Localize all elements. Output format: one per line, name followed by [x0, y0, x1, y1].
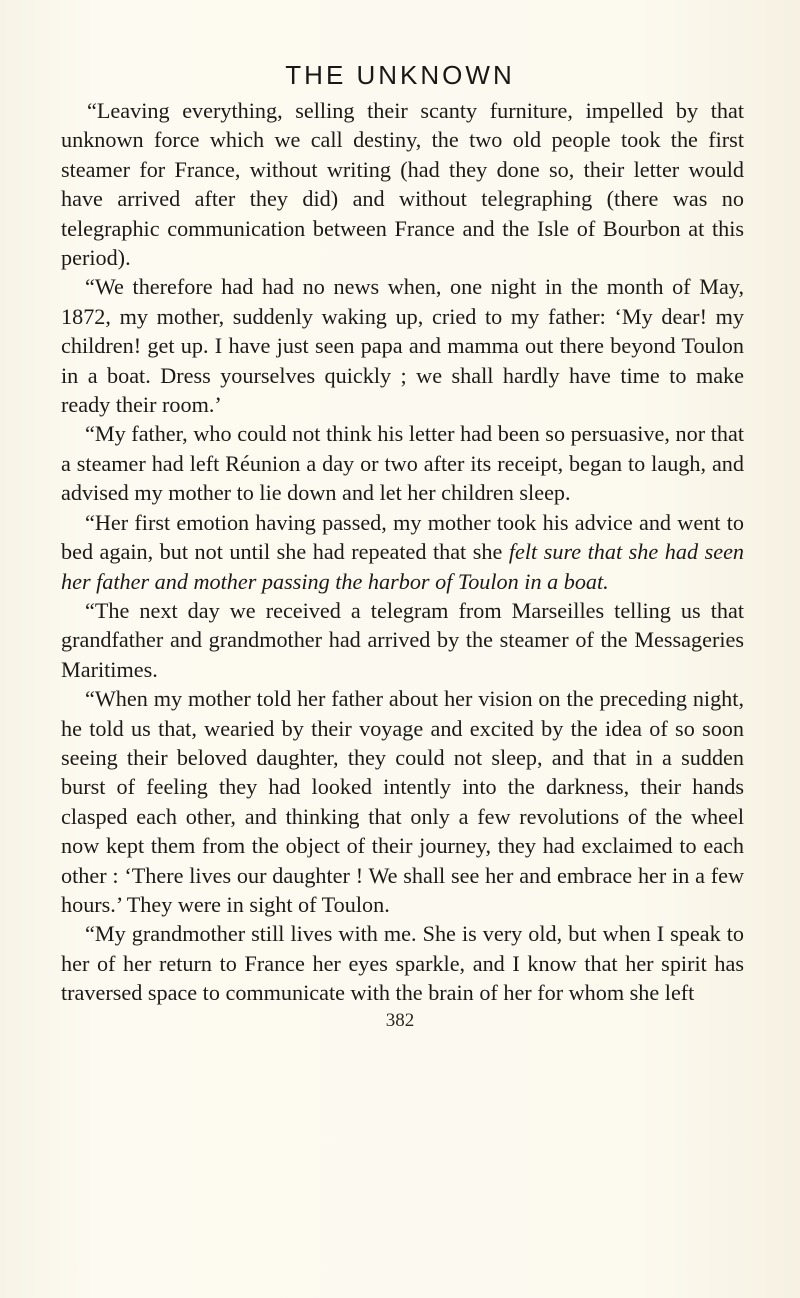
paragraph-4	[61, 508, 744, 596]
paragraph-2: “We therefore had had no news when, one night in the month of May, 1872, my mother, suddenly waking up, cried to my father: ‘My dear! my children! get up. I have just seen papa and mamma out there beyond Toulon in a boat. Dress yourselves quickly ; we shall hardly have time to make ready their room.’	[61, 274, 744, 418]
paragraph-5: “The next day we received a telegram from Marseilles telling us that grandfather and grandmother had arrived by the steamer of the Messageries Maritimes.	[61, 597, 744, 682]
page-number: 382	[385, 1010, 415, 1031]
body-text	[61, 96, 744, 1008]
paragraph-4-italic: felt sure that she had seen her father and mother passing the harbor of Toulon in a boat.	[61, 539, 745, 594]
running-head: THE UNKNOWN	[285, 60, 515, 90]
paragraph-3: “My father, who could not think his letter had been so persuasive, nor that a steamer had left Réunion a day or two after its receipt, began to laugh, and advised my mother to lie down and let her children sleep.	[61, 421, 744, 506]
paragraph-1: “Leaving everything, selling their scanty furniture, impelled by that unknown force which we call destiny, the two old people took the first steamer for France, without writing (had they done so, their letter would have arrived after they did) and without telegraphing (there was no telegraphic communication between France and the Isle of Bourbon at this period).	[61, 98, 744, 271]
paragraph-7: “My grandmother still lives with me. She is very old, but when I speak to her of her return to France her eyes sparkle, and I know that her spirit has traversed space to communicate with the brain of her for whom she left	[61, 921, 744, 1006]
paragraph-6: “When my mother told her father about her vision on the preceding night, he told us that, wearied by their voyage and excited by the idea of so soon seeing their beloved daughter, they could not sleep, and that in a sudden burst of feeling they had looked intently into the darkness, their hands clasped each other, and thinking that only a few revolutions of the wheel now kept them from the object of their journey, they had exclaimed to each other : ‘There lives our daughter ! We shall see her and embrace her in a few hours.’ They were in sight of Toulon.	[61, 686, 744, 917]
paragraph-4-roman: “Her first emotion having passed, my mother took his advice and went to bed again, but not until she had repeated that she	[61, 509, 744, 565]
